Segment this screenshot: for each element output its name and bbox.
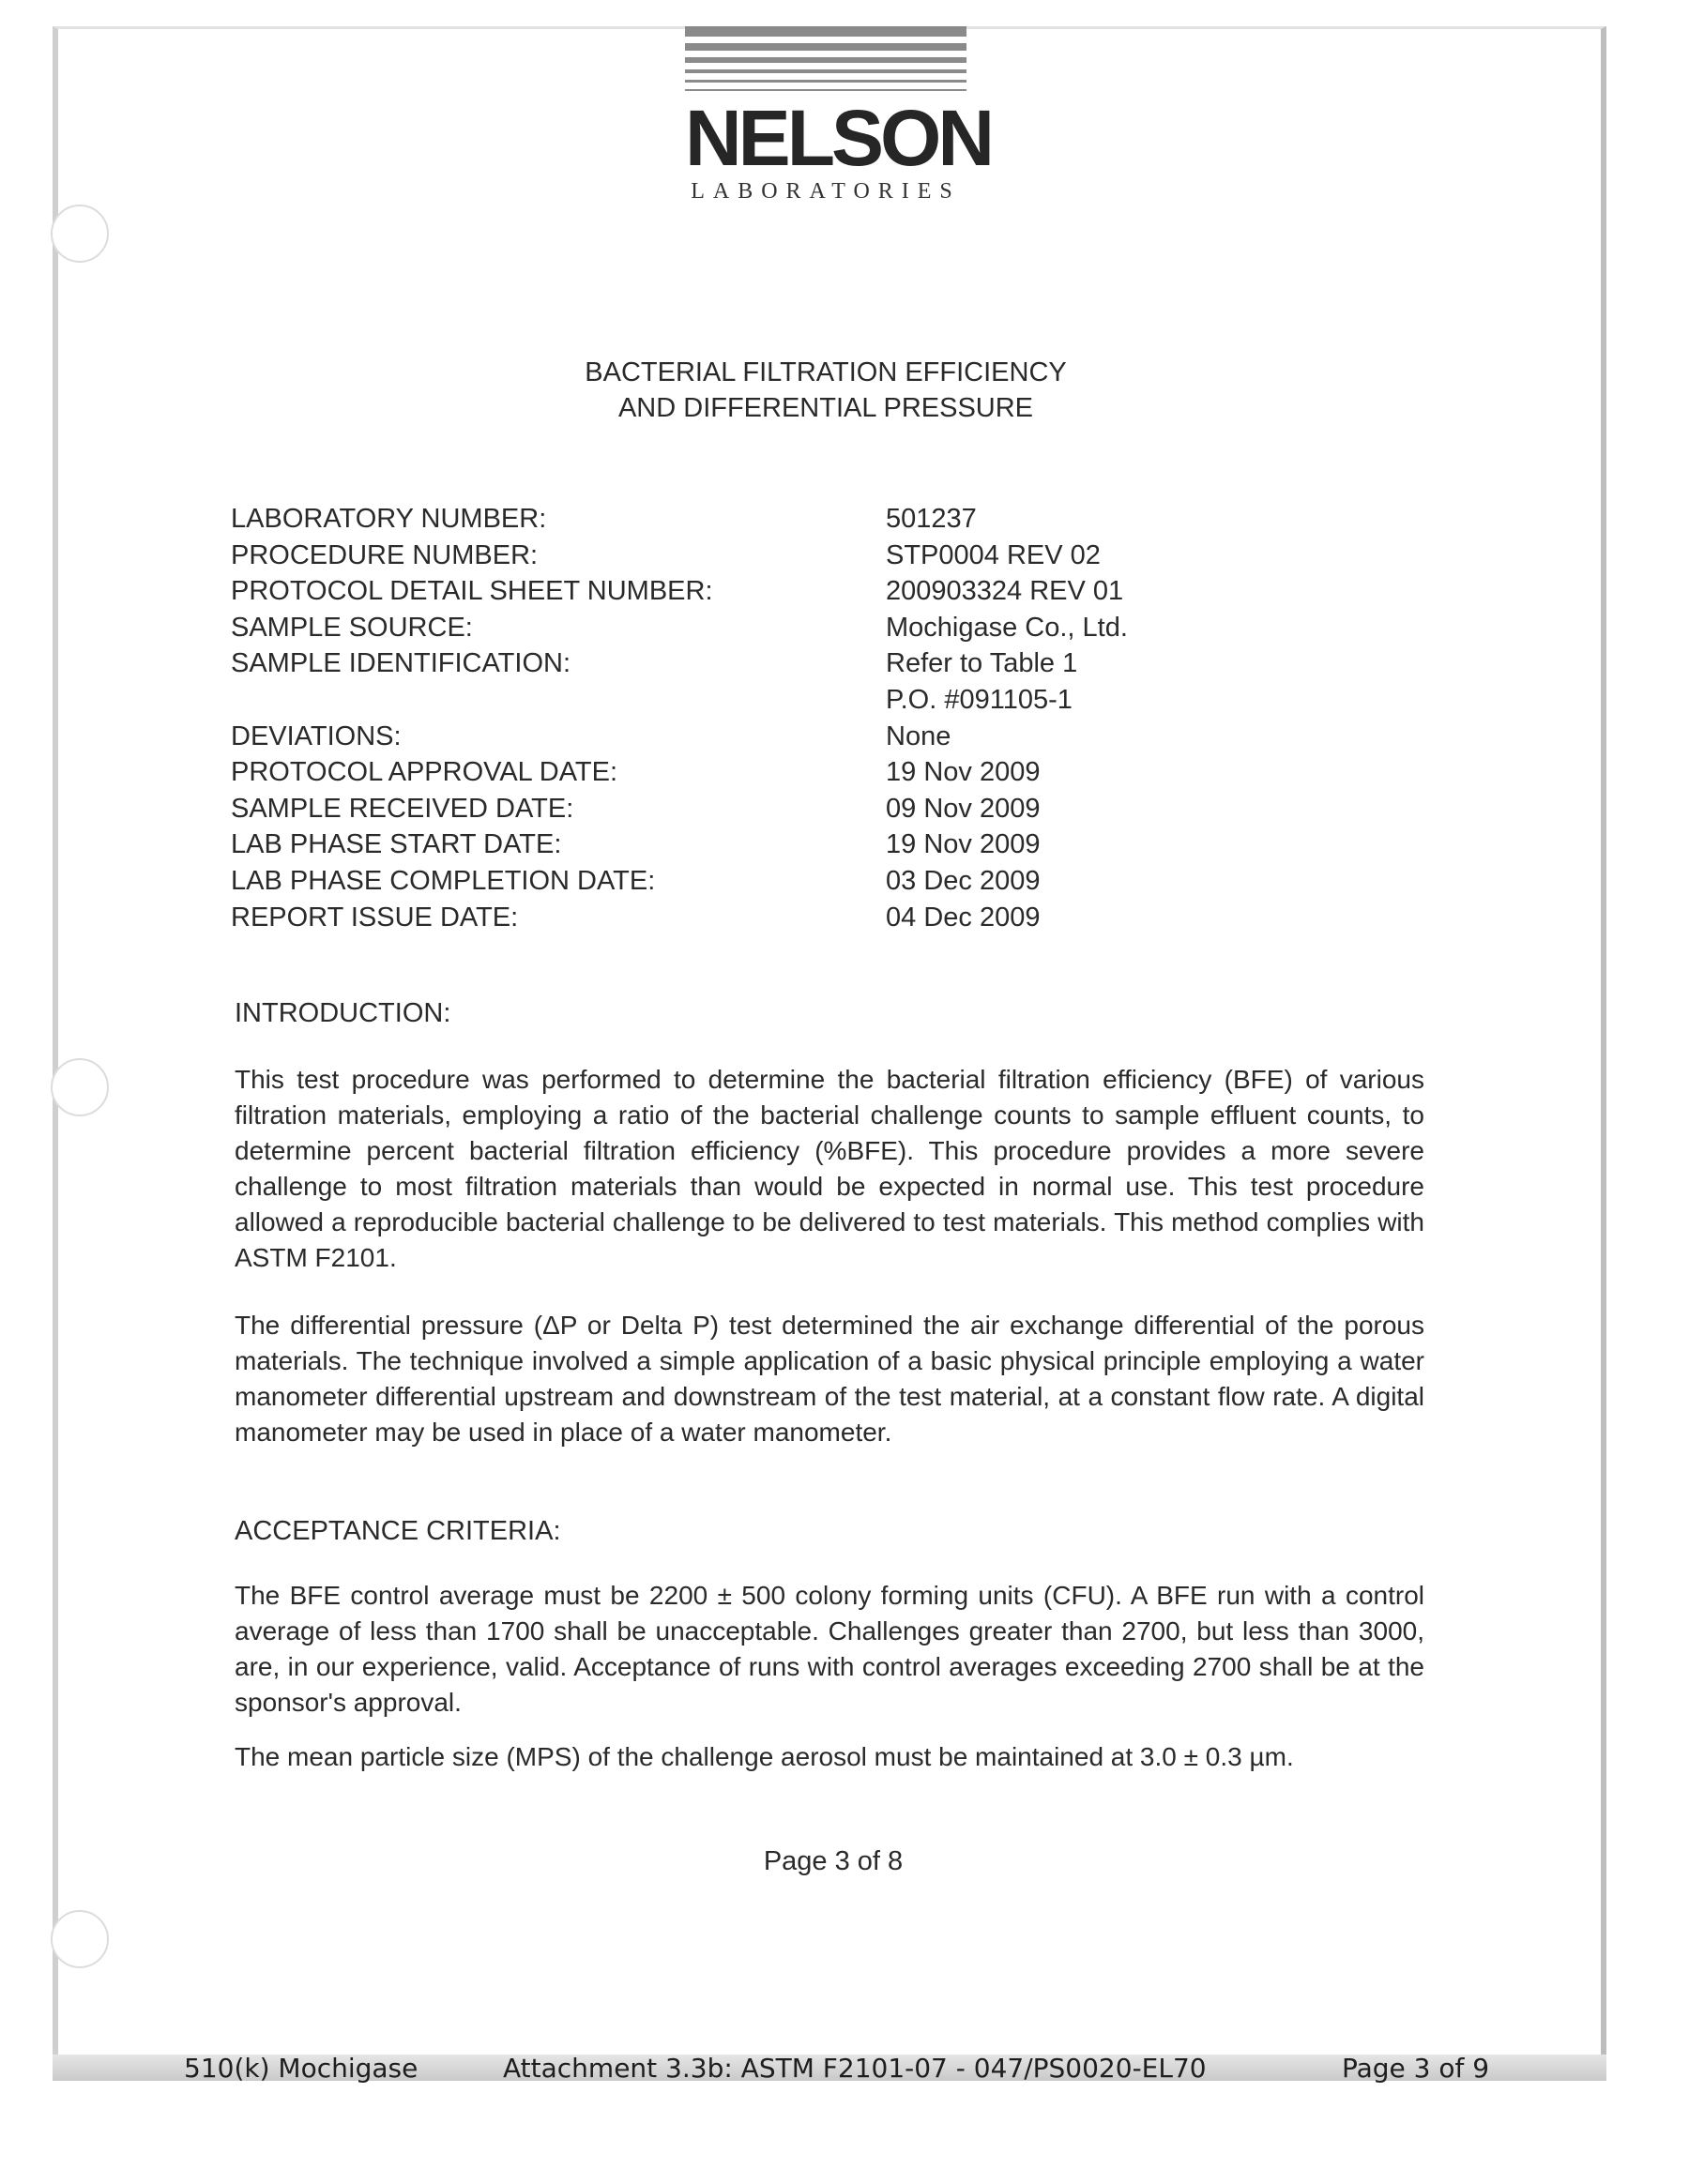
field-value: 200903324 REV 01 <box>886 576 1124 607</box>
field-value: 09 Nov 2009 <box>886 793 1041 824</box>
field-row <box>231 791 1451 827</box>
punch-hole <box>51 1910 109 1968</box>
field-value: Mochigase Co., Ltd. <box>886 612 1128 643</box>
field-row <box>231 610 1451 646</box>
differential-pressure-paragraph: The differential pressure (ΔP or Delta P) test determined the air exchange differential of the porous materials. The technique involved a simple application of a basic physical principle employing a water manometer differential upstream and downstream of the test material, at a constant flow rate. A digital manometer may be used in place of a water manometer. <box>235 1311 1424 1447</box>
acceptance-mps-paragraph: The mean particle size (MPS) of the challenge aerosol must be maintained at 3.0 ± 0.3 µm. <box>235 1742 1294 1771</box>
field-row <box>231 645 1451 682</box>
logo-name: NELSON <box>685 94 992 182</box>
field-label: PROTOCOL APPROVAL DATE: <box>231 757 618 788</box>
field-value: None <box>886 720 951 751</box>
field-row <box>231 863 1451 900</box>
logo-subtitle: LABORATORIES <box>691 179 961 204</box>
report-field-list <box>231 501 1451 935</box>
field-value: Refer to Table 1 <box>886 648 1078 679</box>
field-label: LAB PHASE START DATE: <box>231 829 562 860</box>
report-title-line-2: AND DIFFERENTIAL PRESSURE <box>617 393 1034 423</box>
document-footer <box>184 2053 1490 2086</box>
punch-hole <box>51 205 109 263</box>
company-logo <box>685 26 992 205</box>
field-row <box>231 719 1451 755</box>
field-value: 19 Nov 2009 <box>886 829 1041 860</box>
field-row <box>231 682 1451 719</box>
field-label: SAMPLE SOURCE: <box>231 612 473 643</box>
field-value: STP0004 REV 02 <box>886 539 1101 570</box>
field-label: LAB PHASE COMPLETION DATE: <box>231 865 656 896</box>
punch-hole <box>51 1058 109 1116</box>
field-value: P.O. #091105-1 <box>886 684 1073 715</box>
field-row <box>231 754 1451 791</box>
field-label: LABORATORY NUMBER: <box>231 504 547 534</box>
field-value: 04 Dec 2009 <box>886 902 1041 933</box>
field-row <box>231 900 1451 936</box>
report-title-line-1: BACTERIAL FILTRATION EFFICIENCY <box>585 357 1067 387</box>
introduction-paragraph: This test procedure was performed to determine the bacterial filtration efficiency (BFE) of various filtration materials, employing a ratio of the bacterial challenge counts to sample effluent counts, to determine percent bacterial filtration efficiency (%BFE). This procedure provides a more severe challenge to most filtration materials than would be expected in normal use. This test procedure allowed a reproducible bacterial challenge to be delivered to test materials. This method complies with ASTM F2101. <box>235 1065 1424 1272</box>
footer-center: Attachment 3.3b: ASTM F2101-07 - 047/PS0020-EL70 <box>503 2053 1207 2084</box>
field-label: REPORT ISSUE DATE: <box>231 902 519 933</box>
field-value: 19 Nov 2009 <box>886 757 1041 788</box>
field-label: SAMPLE RECEIVED DATE: <box>231 793 574 824</box>
introduction-heading: INTRODUCTION: <box>235 998 451 1028</box>
field-row <box>231 573 1451 610</box>
field-value: 03 Dec 2009 <box>886 865 1041 896</box>
footer-left: 510(k) Mochigase <box>184 2053 418 2084</box>
field-label: DEVIATIONS: <box>231 720 402 751</box>
field-label: PROCEDURE NUMBER: <box>231 539 539 570</box>
footer-page-number: Page 3 of 9 <box>1342 2053 1490 2084</box>
field-row <box>231 827 1451 863</box>
acceptance-bfe-paragraph: The BFE control average must be 2200 ± 500 colony forming units (CFU). A BFE run with a control average of less than 1700 shall be unacceptable. Challenges greater than 2700, but less than 3000, are, in our experience, valid. Acceptance of runs with control averages exceeding 2700 shall be at the sponsor's approval. <box>235 1581 1424 1717</box>
field-label: PROTOCOL DETAIL SHEET NUMBER: <box>231 576 713 607</box>
field-value: 501237 <box>886 504 977 534</box>
page-number: Page 3 of 8 <box>763 1846 904 1876</box>
acceptance-criteria-heading: ACCEPTANCE CRITERIA: <box>235 1516 561 1546</box>
field-label: SAMPLE IDENTIFICATION: <box>231 648 571 679</box>
field-row <box>231 501 1451 538</box>
logo-stripes <box>685 26 966 91</box>
field-row <box>231 538 1451 574</box>
